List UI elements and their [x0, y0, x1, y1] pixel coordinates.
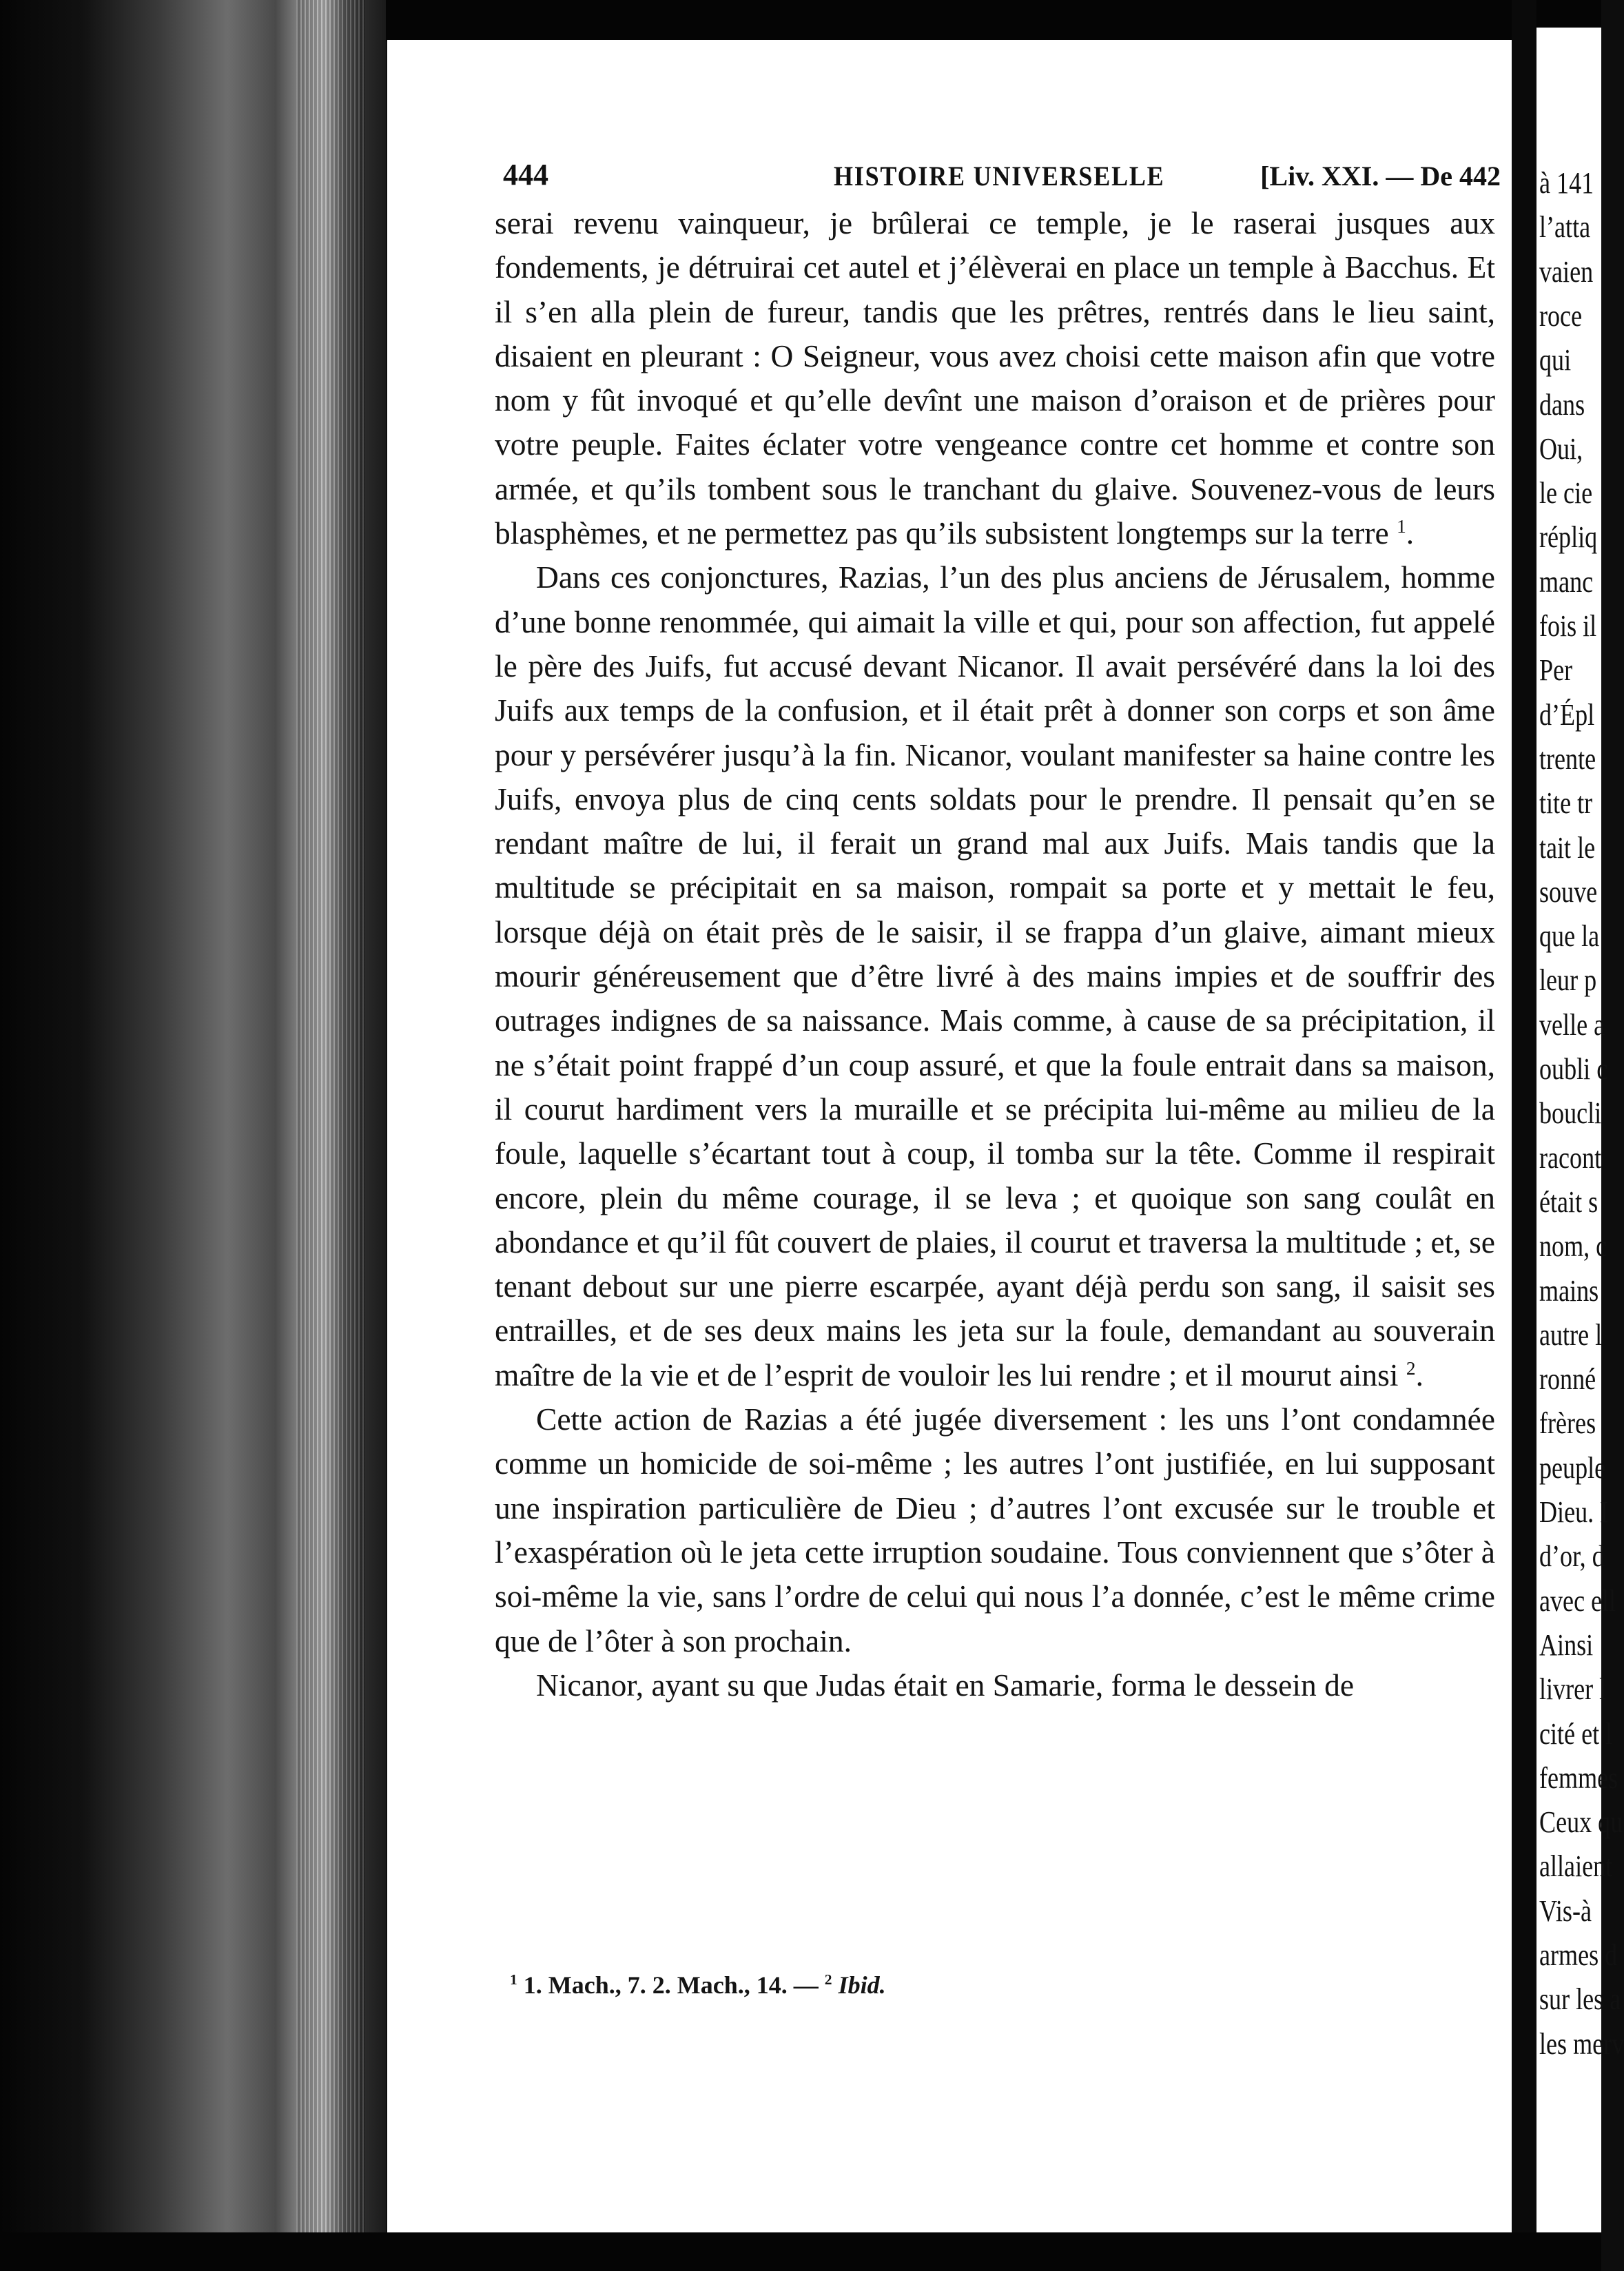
- next-page-fragment: roce: [1539, 298, 1583, 333]
- footnote-2-text: Ibid.: [838, 1971, 886, 1999]
- next-page-fragment: racont: [1539, 1140, 1602, 1175]
- next-page-fragment: les merv: [1539, 2026, 1624, 2061]
- paragraph-2-text: Dans ces conjonctures, Razias, l’un des plus anciens de Jérusalem, homme d’une bonne renommée, qui aimait la ville et qui, pour son affection, fut appelé le père des Juifs, fut accusé devant Nicanor. Il avait persévéré dans la loi des Juifs aux temps de la confusion, et il était prêt à donner son corps et son âme pour y persévérer jusqu’à la fin. Nicanor, voulant manifester sa haine contre les Juifs, envoya plus de cinq cents soldats pour le prendre. Il pensait qu’en se rendant maître de lui, il ferait un grand mal aux Juifs. Mais tandis que la multitude se précipitait en sa maison, rompait sa porte et y mettait le feu, lorsque déjà on était près de le saisir, il se frappa d’un glaive, aimant mieux mourir généreusement que d’être livré à des mains impies et de souffrir des outrages indignes de sa naissance. Mais comme, à cause de sa précipitation, il ne s’était point frappé d’un coup assuré, et que la foule entrait dans sa maison, il courut hardiment vers la muraille et se précipita lui-même au milieu de la foule, laquelle s’écartant tout à coup, il tomba sur la tête. Comme il respirait encore, plein du même courage, il se leva ; et quoique son sang coulât en abondance et qu’il fût couvert de plaies, il courut et traversa la multitude ; et, se tenant debout sur une pierre escarpée, ayant déjà perdu son sang, il saisit ses entrailles, et de ses deux mains les jeta sur la foule, demandant au souverain maître de la vie et de l’esprit de vouloir les lui rendre ; et il mourut ainsi: [495, 559, 1495, 1393]
- paragraph-4: [495, 1663, 1495, 1707]
- next-page-fragment: tait le: [1539, 830, 1596, 865]
- next-page-fragment: mains: [1539, 1273, 1599, 1308]
- next-page-fragment: avec ell: [1539, 1583, 1616, 1618]
- next-page-fragment: répliq: [1539, 520, 1598, 555]
- next-page-fragment: dans: [1539, 387, 1585, 422]
- next-page-fragment: Per: [1539, 653, 1573, 688]
- next-page-fragment: tite tr: [1539, 786, 1593, 821]
- next-page-fragment: sur les a: [1539, 1982, 1621, 2017]
- paragraph-1: serai revenu vainqueur, je brûlerai ce temple, je le raserai jusques aux fondements, je détruirai cet autel et j’élèverai en place un temple à Bacchus. Et il s’en alla plein de fureur, tandis que les prêtres, rentrés dans le lieu saint, disaient en pleurant : O Seigneur, vous avez choisi cette maison afin que votre nom y fût invoqué et qu’elle devînt une maison d’oraison et de prières pour votre peuple. Faites éclater votre vengeance contre cet homme et contre son armée, et qu’ils tombent sous le tranchant du glaive. Souvenez-vous de leurs blasphèmes, et ne permettez pas qu’ils subsistent longtemps sur la terre $^1$.: [495, 205, 1495, 551]
- section-reference: [Liv. XXI. — De 442: [1260, 161, 1501, 192]
- next-page-fragment: Dieu. I: [1539, 1495, 1609, 1529]
- next-page-fragment: ronné: [1539, 1362, 1596, 1397]
- next-page-fragment: fois il: [1539, 609, 1597, 643]
- next-page-fragment: nom, c: [1539, 1229, 1607, 1264]
- next-page-fragment: Ainsi: [1539, 1627, 1594, 1662]
- paragraph-1-text: serai revenu vainqueur, je brûlerai ce temple, je le raserai jusques aux fondements, je détruirai cet autel et j’élèverai en place un temple à Bacchus. Et il s’en alla plein de fureur, tandis que les prêtres, rentrés dans le lieu saint, disaient en pleurant : O Seigneur, vous avez choisi cette maison afin que votre nom y fût invoqué et qu’elle devînt une maison d’oraison et de prières pour votre peuple. Faites éclater votre vengeance contre cet homme et contre son armée, et qu’ils tombent sous le tranchant du glaive. Souvenez-vous de leurs blasphèmes, et ne permettez pas qu’ils subsistent longtemps sur la terre: [495, 205, 1495, 551]
- next-page-fragment: vaien: [1539, 254, 1594, 289]
- running-head: [503, 157, 1501, 198]
- next-page-fragment: Ceux qu: [1539, 1805, 1623, 1840]
- footnote-1-text: 1. Mach., 7. 2. Mach., 14. —: [523, 1971, 819, 1999]
- paragraph-2: Dans ces conjonctures, Razias, l’un des plus anciens de Jérusalem, homme d’une bonne renommée, qui aimait la ville et qui, pour son affection, fut appelé le père des Juifs, fut accusé devant Nicanor. Il avait persévéré dans la loi des Juifs aux temps de la confusion, et il était prêt à donner son corps et son âme pour y persévérer jusqu’à la fin. Nicanor, voulant manifester sa haine contre les Juifs, envoya plus de cinq cents soldats pour le prendre. Il pensait qu’en se rendant maître de lui, il ferait un grand mal aux Juifs. Mais tandis que la multitude se précipitait en sa maison, rompait sa porte et y mettait le feu, lorsque déjà on était près de le saisir, il se frappa d’un glaive, aimant mieux mourir généreusement que d’être livré à des mains impies et de souffrir des outrages indignes de sa naissance. Mais comme, à cause de sa précipitation, il ne s’était point frappé d’un coup assuré, et que la foule entrait dans sa maison, il courut hardiment vers la muraille et se précipita lui-même au milieu de la foule, laquelle s’écartant tout à coup, il tomba sur la tête. Comme il respirait encore, plein du même courage, il se leva ; et quoique son sang coulât en abondance et qu’il fût couvert de plaies, il courut et traversa la multitude ; et, se tenant debout sur une pierre escarpée, ayant déjà perdu son sang, il saisit ses entrailles, et de ses deux mains les jeta sur la foule, demandant au souverain maître de la vie et de l’esprit de vouloir les lui rendre ; et il mourut ainsi $^2$.: [495, 559, 1495, 1393]
- next-page-fragment: femmes: [1539, 1760, 1618, 1795]
- running-title: HISTOIRE UNIVERSELLE: [834, 161, 1165, 192]
- page-number: 444: [503, 158, 548, 192]
- next-page-fragment: que la: [1539, 919, 1600, 954]
- paragraph-4-text: Nicanor, ayant su que Judas était en Samarie, forma le dessein de: [536, 1667, 1355, 1703]
- next-page-fragment: l’atta: [1539, 210, 1591, 245]
- next-page-fragment: trente: [1539, 741, 1596, 776]
- next-page-fragment: d’Épl: [1539, 697, 1595, 732]
- footnote-mark-1: 1: [1397, 515, 1406, 537]
- next-page-fragment: d’or, d: [1539, 1539, 1605, 1574]
- next-page-fragment: souve: [1539, 874, 1598, 909]
- next-page-fragment: cité et l: [1539, 1716, 1613, 1751]
- next-page-fragment: oubli c: [1539, 1052, 1608, 1086]
- next-page-fragment: leur p: [1539, 963, 1597, 998]
- next-page-strip: [1536, 28, 1624, 2232]
- next-page-fragment: livrer l: [1539, 1672, 1607, 1707]
- paragraph-3-text: Cette action de Razias a été jugée diversement : les uns l’ont condamnée comme un homicide de soi-même ; les autres l’ont justifiée, en lui supposant une inspiration particulière de Dieu ; d’autres l’ont excusée sur le trouble et l’exaspération où le jeta cette irruption soudaine. Tous conviennent que s’ôter à soi-même la vie, sans l’ordre de celui qui nous l’a donnée, c’est le même crime que de l’ôter à son prochain.: [495, 1401, 1495, 1658]
- footnote-2-mark: 2: [824, 1971, 832, 1988]
- next-page-fragment: frères: [1539, 1406, 1596, 1441]
- next-page-fragment: peuple: [1539, 1450, 1606, 1485]
- next-page-fragment: le cie: [1539, 476, 1593, 511]
- next-page-fragment: était s: [1539, 1184, 1599, 1219]
- scan-border-bottom: [0, 2232, 1601, 2271]
- next-page-fragment: autre l: [1539, 1317, 1603, 1352]
- next-page-fragment: Oui,: [1539, 431, 1583, 466]
- next-page-fragment: à 141: [1539, 166, 1594, 200]
- footnotes: [510, 1971, 1474, 2000]
- next-page-fragment: boucli: [1539, 1096, 1602, 1131]
- footnote-mark-2: 2: [1406, 1357, 1416, 1379]
- next-page-fragment: Vis-à: [1539, 1893, 1592, 1928]
- paragraph-3: [495, 1397, 1495, 1663]
- next-page-fragment: allaient: [1539, 1849, 1613, 1884]
- footnote-1-mark: 1: [510, 1971, 517, 1988]
- next-page-fragment: velle a: [1539, 1007, 1605, 1042]
- next-page-fragment: armes d: [1539, 1938, 1618, 1972]
- next-page-fragment: qui: [1539, 343, 1572, 378]
- next-page-fragment: manc: [1539, 564, 1594, 599]
- body-text: [495, 201, 1495, 1707]
- page-divider: [1512, 0, 1536, 2271]
- page-edges: [296, 0, 365, 2271]
